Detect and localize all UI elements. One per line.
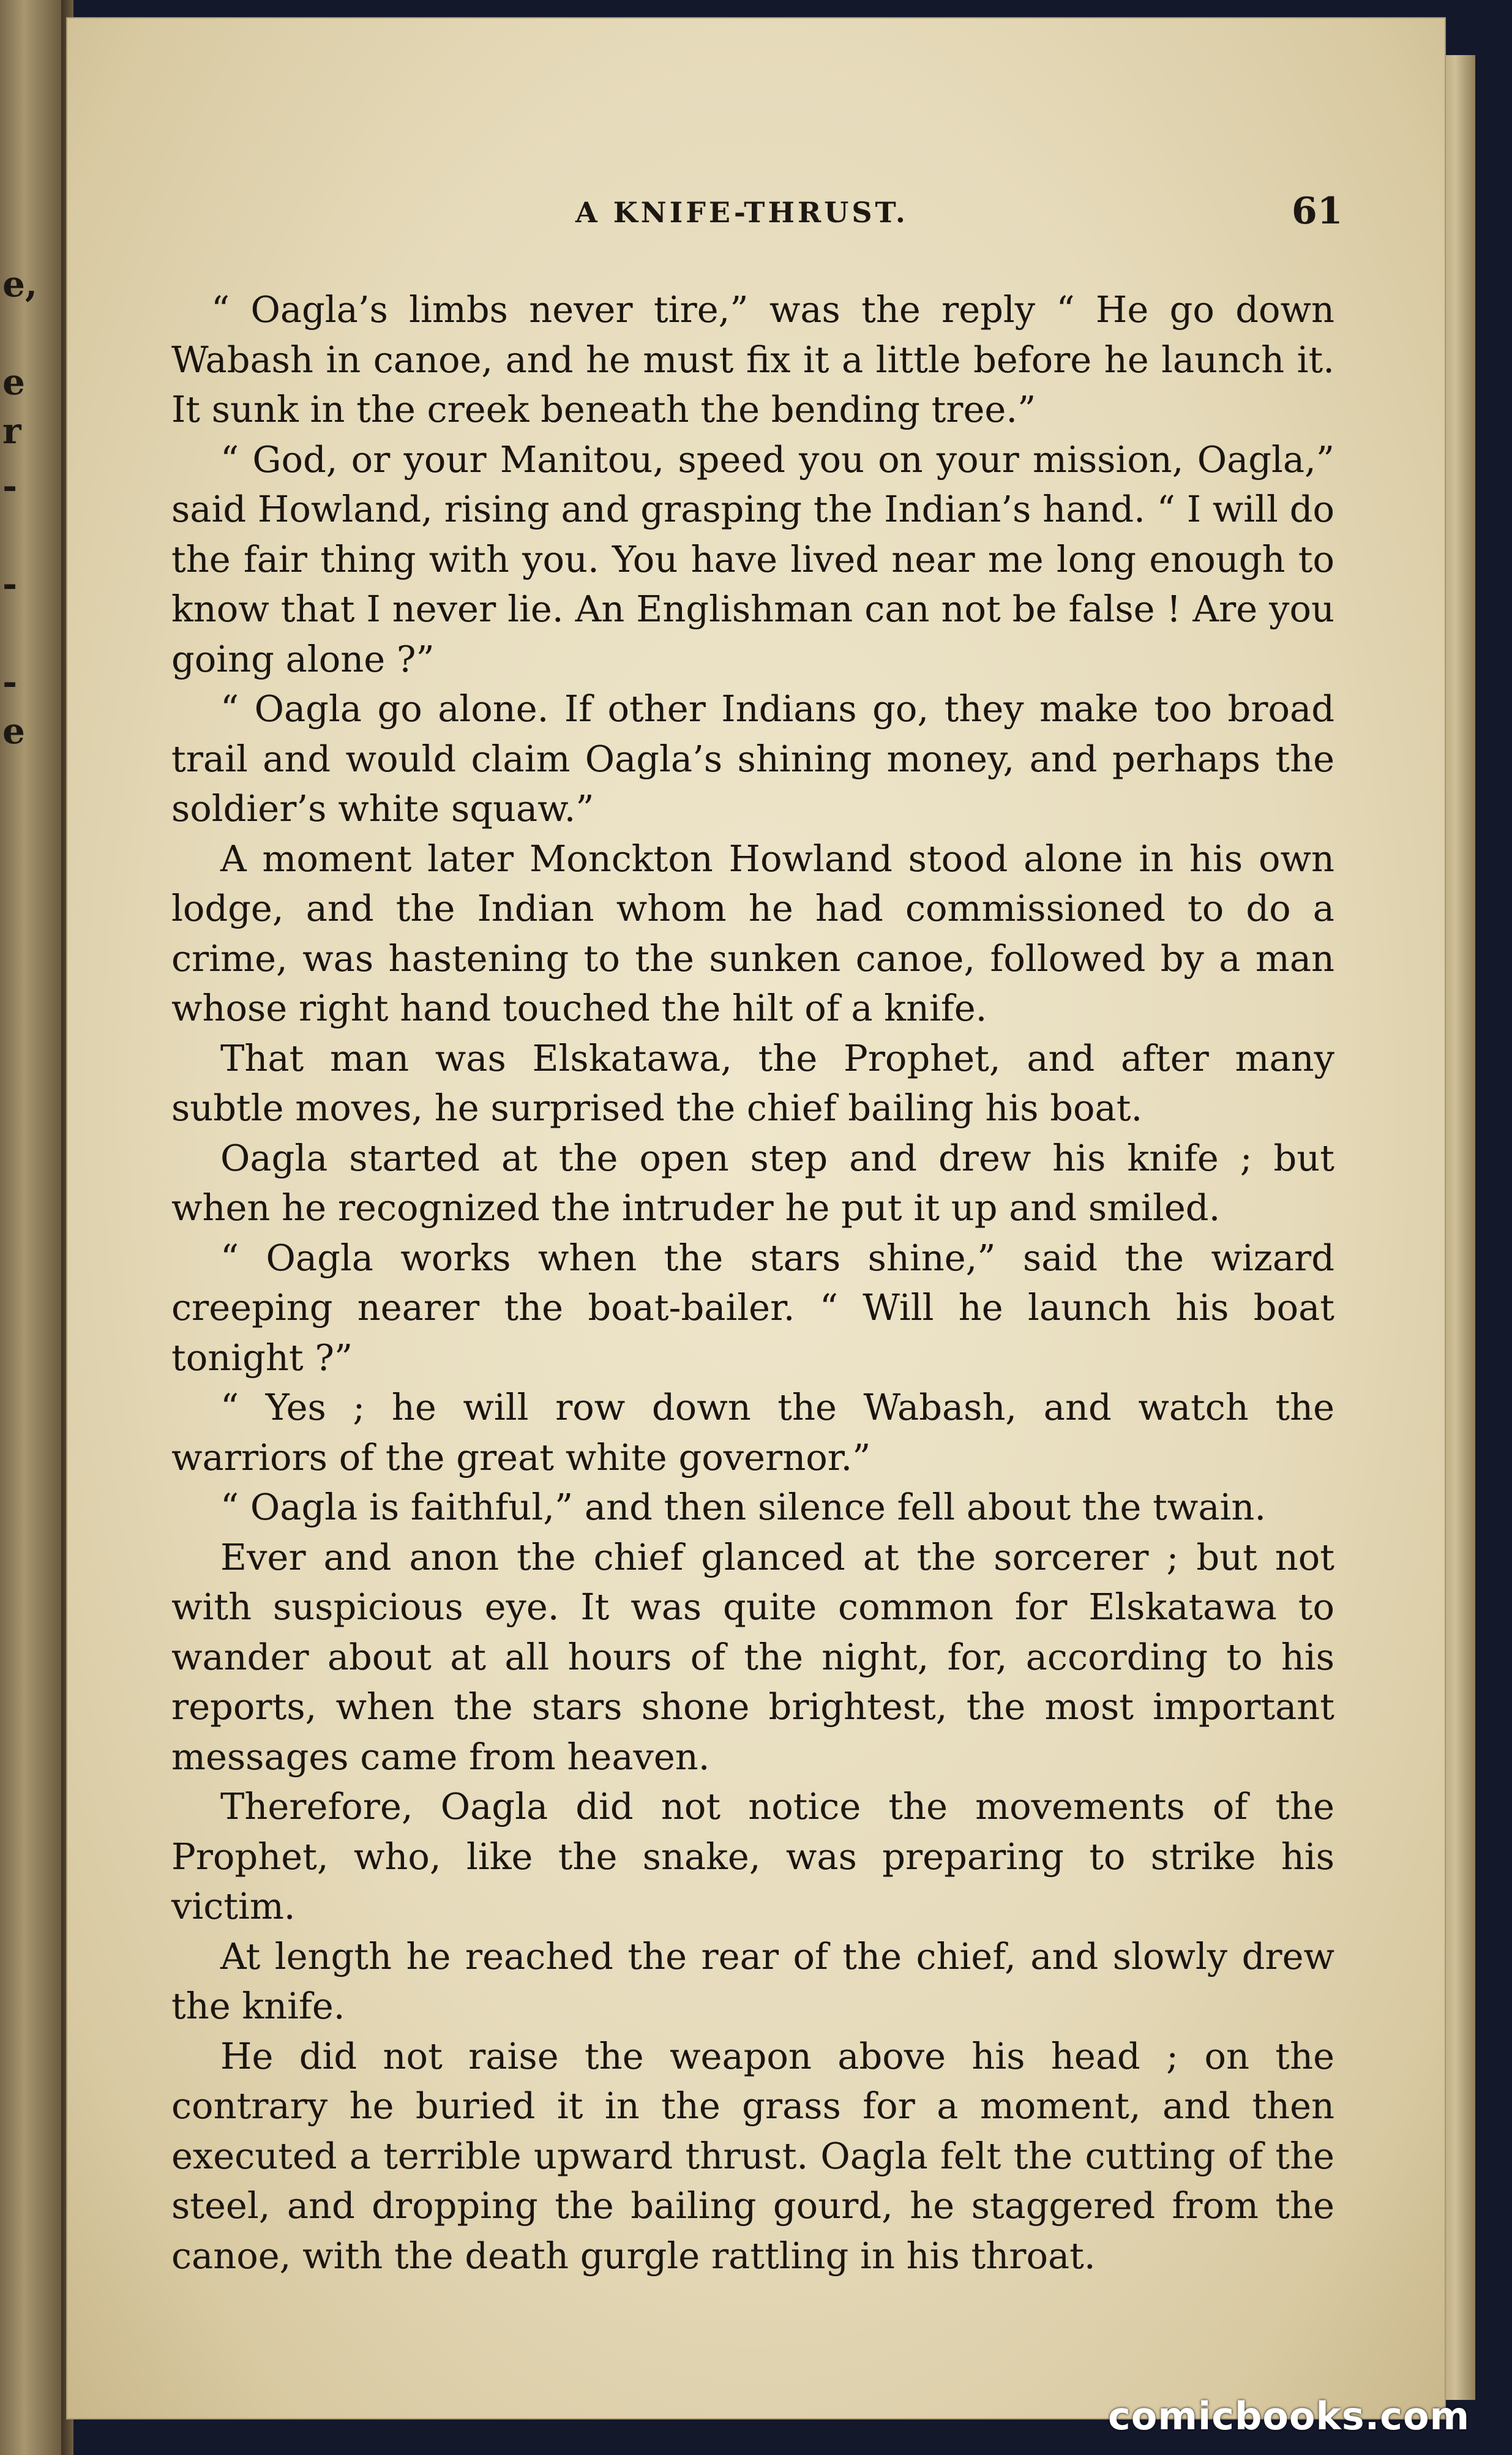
page-number: 61 (1292, 190, 1343, 233)
site-watermark: comicbooks.com (1108, 2394, 1470, 2438)
paragraph: Therefore, Oagla did not notice the movements of the Prophet, who, like the snake, was preparing to strike his victim. (171, 1785, 1334, 1927)
paragraph: A moment later Monckton Howland stood alone in his own lodge, and the Indian whom he had commissioned to do a crime, was hastening to the sunken canoe, followed by a man whose right hand touched the hilt of a knife. (171, 837, 1334, 1029)
facing-page-fragment: r (2, 410, 21, 452)
paragraph: “ Oagla go alone. If other Indians go, they make too broad trail and would claim Oagla’s shining money, and perhaps the soldier’s white squaw.” (171, 688, 1334, 830)
paragraph: Ever and anon the chief glanced at the sorcerer ; but not with suspicious eye. It was quite common for Elskatawa to wander about at all hours of the night, for, according to his reports, when the stars shone brightest, the most important messages came from heaven. (171, 1535, 1334, 1778)
paragraph: “ Oagla works when the stars shine,” said the wizard creeping nearer the boat-bailer. “ Will he launch his boat tonight ?” (171, 1236, 1334, 1379)
facing-page-fragment: e (2, 710, 25, 752)
page-header (141, 190, 1341, 245)
book-page (67, 18, 1445, 2418)
paragraph: Oagla started at the open step and drew his knife ; but when he recognized the intruder he put it up and smiled. (171, 1136, 1334, 1229)
paragraph: At length he reached the rear of the chief, and slowly drew the knife. (171, 1935, 1334, 2027)
facing-page-fragment: - (2, 465, 18, 507)
body-text (171, 285, 1334, 2281)
paragraph: “ Yes ; he will row down the Wabash, and watch the warriors of the great white governor.” (171, 1386, 1334, 1479)
running-head: A KNIFE-THRUST. (575, 196, 908, 229)
paragraph: “ Oagla is faithful,” and then silence fell about the twain. (220, 1486, 1267, 1528)
facing-page-fragment: e (2, 361, 25, 403)
facing-page-fragment: e, (2, 263, 38, 305)
facing-page-fragment: - (2, 563, 18, 605)
paragraph: “ God, or your Manitou, speed you on your mission, Oagla,” said Howland, rising and grasping the Indian’s hand. “ I will do the fair thing with you. You have lived near me long enough to know that I never lie. An Englishman can not be false ! Are you going alone ?” (171, 438, 1334, 680)
page-stack-edge (1442, 55, 1475, 2400)
paragraph: “ Oagla’s limbs never tire,” was the reply “ He go down Wabash in canoe, and he must fix it a little before he launch it. It sunk in the creek beneath the bending tree.” (171, 288, 1334, 430)
paragraph: He did not raise the weapon above his head ; on the contrary he buried it in the grass for a moment, and then executed a terrible upward thrust. Oagla felt the cutting of the steel, and dropping the bailing gourd, he staggered from the canoe, with the death gurgle rattling in his throat. (171, 2034, 1334, 2277)
facing-page-edge (0, 0, 61, 2455)
paragraph: That man was Elskatawa, the Prophet, and after many subtle moves, he surprised the chief bailing his boat. (171, 1036, 1334, 1129)
facing-page-fragment: - (2, 661, 18, 703)
